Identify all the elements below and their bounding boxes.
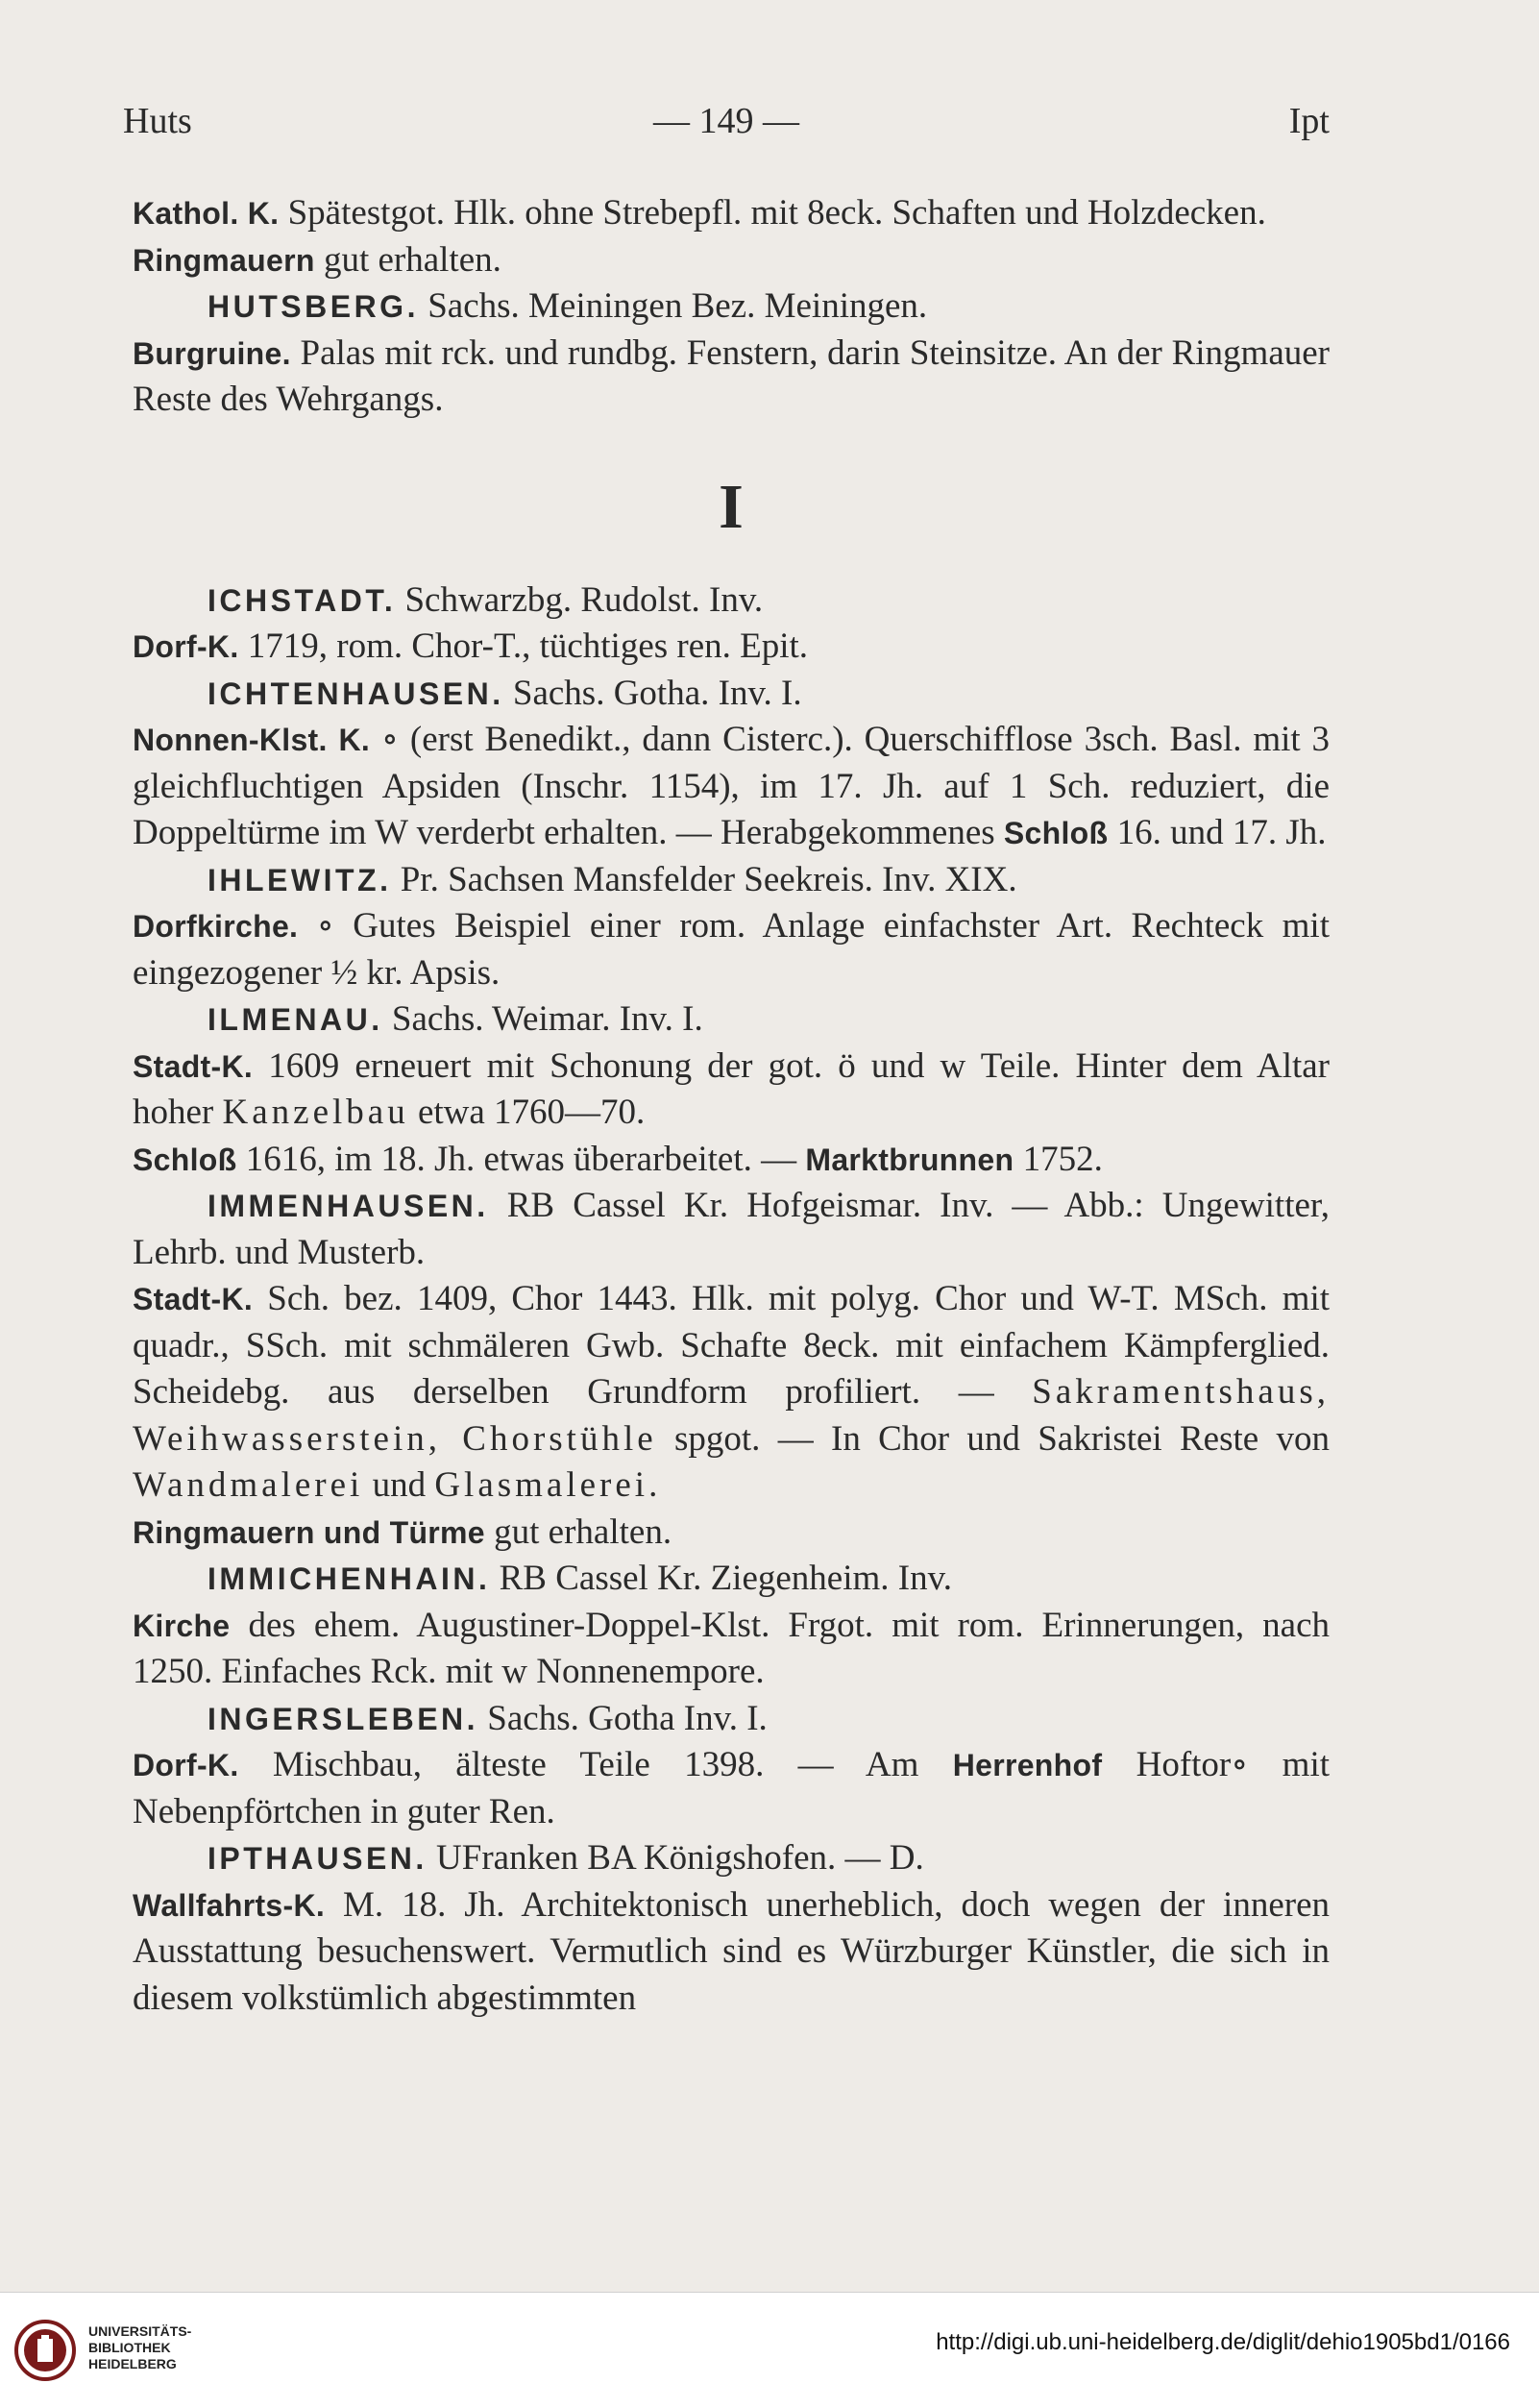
entry-text: . xyxy=(648,1465,658,1505)
library-logo[interactable] xyxy=(13,2310,311,2391)
entry-label: Marktbrunnen xyxy=(805,1142,1014,1177)
viewer-footer xyxy=(0,2292,1539,2408)
header-left-keyword: Huts xyxy=(123,101,192,141)
place-name: HUTSBERG. xyxy=(208,289,419,324)
place-name: IPTHAUSEN. xyxy=(208,1841,428,1876)
entry-text: spgot. — In Chor und Sakristei Reste von xyxy=(656,1418,1331,1459)
place-info: Sachs. Gotha Inv. I. xyxy=(478,1698,768,1738)
place-name: ICHTENHAUSEN. xyxy=(208,676,504,711)
entry-text: 1752. xyxy=(1014,1139,1103,1179)
spaced-term: Glasmalerei xyxy=(434,1465,649,1505)
library-name xyxy=(88,2323,191,2372)
place-heading xyxy=(133,1556,1330,1603)
entry-paragraph xyxy=(133,1742,1330,1835)
entry-paragraph xyxy=(133,1044,1330,1137)
entry-text: Spätestgot. Hlk. ohne Strebepfl. mit 8eck. Schaften und Holzdecken. xyxy=(279,193,1266,233)
place-info: Pr. Sachsen Mansfelder Seekreis. Inv. XIX. xyxy=(391,859,1017,899)
library-name-line: BIBLIOTHEK xyxy=(88,2340,171,2355)
entry-text: ∘ (erst Benedikt., dann Cisterc.). Querschifflose 3sch. Basl. mit 3 gleichfluchtigen Apsiden (Inschr. 1154), im 17. Jh. auf 1 Sch. reduziert, die Doppeltürme im W verderbt erhalten. — Herabgekommenes xyxy=(133,720,1331,852)
entry-label: Dorf-K. xyxy=(133,1748,239,1782)
entry-paragraph xyxy=(133,1603,1330,1696)
entry-text: 1609 erneuert mit Schonung der got. ö und w Teile. Hinter dem Altar hoher xyxy=(133,1045,1330,1132)
entry-text: Mischbau, älteste Teile 1398. — Am xyxy=(238,1745,953,1784)
source-url-link[interactable]: http://digi.ub.uni-heidelberg.de/diglit/dehio1905bd1/0166 xyxy=(936,2329,1510,2355)
entry-label: Ringmauern und Türme xyxy=(133,1514,485,1550)
entry-label: Nonnen-Klst. K. xyxy=(133,723,371,757)
entry-text: M. 18. Jh. Architektonisch unerheblich, doch wegen der inneren Ausstattung besuchenswert. Vermutlich sind es Würzburger Künstler, die sich in diesem volkstümlich abgestimmten xyxy=(133,1884,1330,2018)
place-name: ICHSTADT. xyxy=(208,582,397,618)
entry-label: Stadt-K. xyxy=(133,1048,254,1084)
place-name: IMMICHENHAIN. xyxy=(208,1561,491,1596)
spaced-term: Sakramentshaus, Weihwasserstein, Chorstühle xyxy=(133,1372,1330,1459)
entry-paragraph xyxy=(133,331,1330,424)
entry-text: 1719, rom. Chor-T., tüchtiges ren. Epit. xyxy=(238,627,809,666)
entry-label: Kathol. K. xyxy=(133,196,280,231)
entry-paragraph xyxy=(133,1510,1330,1557)
library-name-line: UNIVERSITÄTS- xyxy=(88,2323,192,2339)
entry-label: Herrenhof xyxy=(952,1748,1103,1782)
place-heading xyxy=(133,996,1330,1044)
place-info: Sachs. Gotha. Inv. I. xyxy=(503,673,802,713)
entry-paragraph xyxy=(133,624,1330,671)
entry-text: Palas mit rck. und rundbg. Fenstern, darin Steinsitze. An der Ringmauer Reste des Wehrgangs. xyxy=(133,332,1330,419)
place-name: IMMENHAUSEN. xyxy=(208,1189,489,1223)
entry-paragraph xyxy=(133,1276,1330,1510)
place-info: Sachs. Weimar. Inv. I. xyxy=(382,999,703,1039)
place-name: IHLEWITZ. xyxy=(208,862,392,897)
entry-label: Ringmauern xyxy=(133,242,315,278)
page-body xyxy=(133,190,1330,2022)
entry-label: Wallfahrts-K. xyxy=(133,1887,326,1923)
place-heading xyxy=(133,577,1330,625)
entry-label: Schloß xyxy=(133,1142,237,1177)
entry-label: Dorfkirche. xyxy=(133,909,299,944)
entry-paragraph xyxy=(133,1882,1330,2023)
place-name: INGERSLEBEN. xyxy=(208,1701,479,1736)
entry-label: Dorf-K. xyxy=(133,629,239,664)
place-heading xyxy=(133,283,1330,331)
entry-paragraph xyxy=(133,717,1330,857)
place-info: Schwarzbg. Rudolst. Inv. xyxy=(396,579,764,620)
entry-text: gut erhalten. xyxy=(314,239,501,280)
entry-paragraph xyxy=(133,237,1330,284)
entry-text: etwa 1760—70. xyxy=(408,1093,646,1132)
entry-text: und xyxy=(363,1465,435,1505)
spaced-term: Kanzelbau xyxy=(222,1093,409,1132)
entry-paragraph xyxy=(133,1137,1330,1184)
section-letter: I xyxy=(719,471,744,542)
entry-label: Kirche xyxy=(133,1608,231,1643)
entry-paragraph xyxy=(133,190,1330,237)
entry-label: Schloß xyxy=(1003,816,1109,850)
entry-text: des ehem. Augustiner-Doppel-Klst. Frgot. mit rom. Erinnerungen, nach 1250. Einfaches Rck. mit w Nonnenempore. xyxy=(133,1605,1330,1691)
place-info: RB Cassel Kr. Hofgeismar. Inv. — Abb.: Ungewitter, Lehrb. und Musterb. xyxy=(133,1186,1330,1272)
page-number: — 149 — xyxy=(653,101,799,141)
entry-text: ∘ Gutes Beispiel einer rom. Anlage einfachster Art. Rechteck mit eingezogener ½ kr. Apsis. xyxy=(133,906,1330,993)
spaced-term: Wandmalerei xyxy=(133,1465,364,1505)
library-name-line: HEIDELBERG xyxy=(88,2356,177,2371)
place-name: ILMENAU. xyxy=(208,1002,383,1037)
heidelberg-seal-icon xyxy=(13,2310,77,2391)
entry-text: gut erhalten. xyxy=(484,1511,672,1552)
entry-text: 16. und 17. Jh. xyxy=(1108,813,1327,852)
place-info: RB Cassel Kr. Ziegenheim. Inv. xyxy=(490,1559,952,1598)
entry-text: Hoftor∘ mit Nebenpförtchen in guter Ren. xyxy=(133,1745,1331,1831)
place-heading xyxy=(133,1696,1330,1743)
place-heading xyxy=(133,1183,1330,1276)
place-heading xyxy=(133,1835,1330,1882)
place-heading xyxy=(133,671,1330,718)
entry-text: Sch. bez. 1409, Chor 1443. Hlk. mit polyg. Chor und W-T. MSch. mit quadr., SSch. mit schmäleren Gwb. Schafte 8eck. mit einfachem Kämpferglied. Scheidebg. aus derselben Grundform profiliert. — xyxy=(133,1279,1330,1412)
entry-text: 1616, im 18. Jh. etwas überarbeitet. — xyxy=(236,1139,806,1179)
header-right-keyword: Ipt xyxy=(1288,101,1330,141)
running-header xyxy=(123,100,1330,148)
place-heading xyxy=(133,857,1330,904)
entry-label: Stadt-K. xyxy=(133,1282,254,1316)
place-info: UFranken BA Königshofen. — D. xyxy=(427,1838,924,1878)
entry-paragraph xyxy=(133,903,1330,996)
place-info: Sachs. Meiningen Bez. Meiningen. xyxy=(418,286,928,326)
entry-label: Burgruine. xyxy=(133,335,291,371)
